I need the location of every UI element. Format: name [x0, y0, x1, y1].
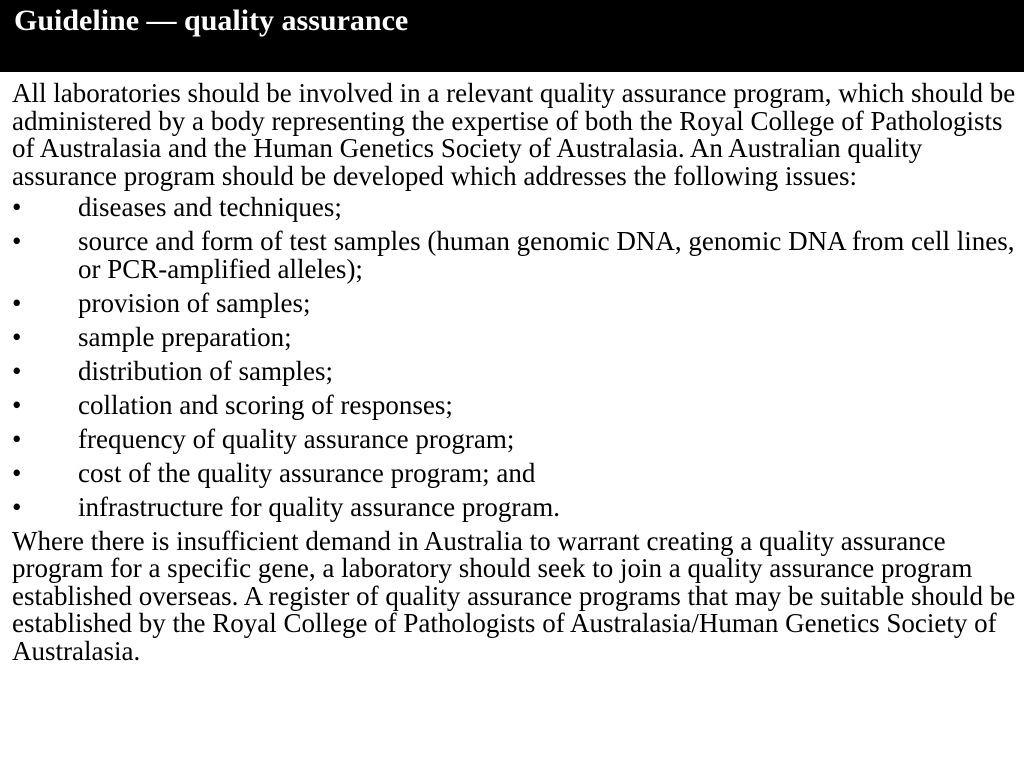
list-item-text: source and form of test samples (human genomic DNA, genomic DNA from cell lines, or PCR-amplified alleles);	[78, 226, 1015, 284]
bullet-icon: •	[12, 287, 22, 318]
intro-paragraph: All laboratories should be involved in a relevant quality assurance program, which should be administered by a body representing the expertise of both the Royal College of Pathologists of Australasia and the Human Genetics Society of Australasia. An Australian quality assurance program should be developed which addresses the following issues:	[12, 78, 1016, 191]
list-item	[12, 389, 1018, 420]
list-item-text: distribution of samples;	[78, 355, 333, 386]
document-body	[12, 80, 1018, 665]
list-item-text: diseases and techniques;	[78, 192, 342, 222]
bullet-icon: •	[12, 457, 22, 488]
page-title: Guideline — quality assurance	[14, 4, 409, 37]
list-item-text: infrastructure for quality assurance program.	[78, 491, 561, 522]
list-item	[12, 321, 1018, 352]
bullet-icon: •	[12, 389, 22, 420]
closing-paragraph: Where there is insufficient demand in Australia to warrant creating a quality assurance program for a specific gene, a laboratory should seek to join a quality assurance program established overseas. A register of quality assurance programs that may be suitable should be established by the Royal College of Pathologists of Australasia/Human Genetics Society of Australasia.	[12, 525, 1016, 666]
list-item	[12, 423, 1018, 454]
bullet-icon: •	[12, 192, 22, 222]
list-item	[12, 287, 1018, 318]
header-bar	[0, 0, 1024, 72]
list-item	[12, 228, 1018, 283]
list-item-text: provision of samples;	[78, 287, 311, 318]
list-item-text: collation and scoring of responses;	[78, 389, 453, 420]
bullet-icon: •	[12, 355, 22, 386]
bullet-icon: •	[12, 321, 22, 352]
list-item	[12, 194, 1018, 222]
list-item-text: cost of the quality assurance program; and	[78, 457, 536, 488]
list-item	[12, 457, 1018, 488]
list-item-text: sample preparation;	[78, 321, 292, 352]
bullet-icon: •	[12, 491, 22, 522]
bullet-icon: •	[12, 423, 22, 454]
list-item	[12, 355, 1018, 386]
list-item	[12, 491, 1018, 522]
issues-list	[12, 194, 1018, 521]
list-item-text: frequency of quality assurance program;	[78, 423, 515, 454]
bullet-icon: •	[12, 226, 22, 256]
